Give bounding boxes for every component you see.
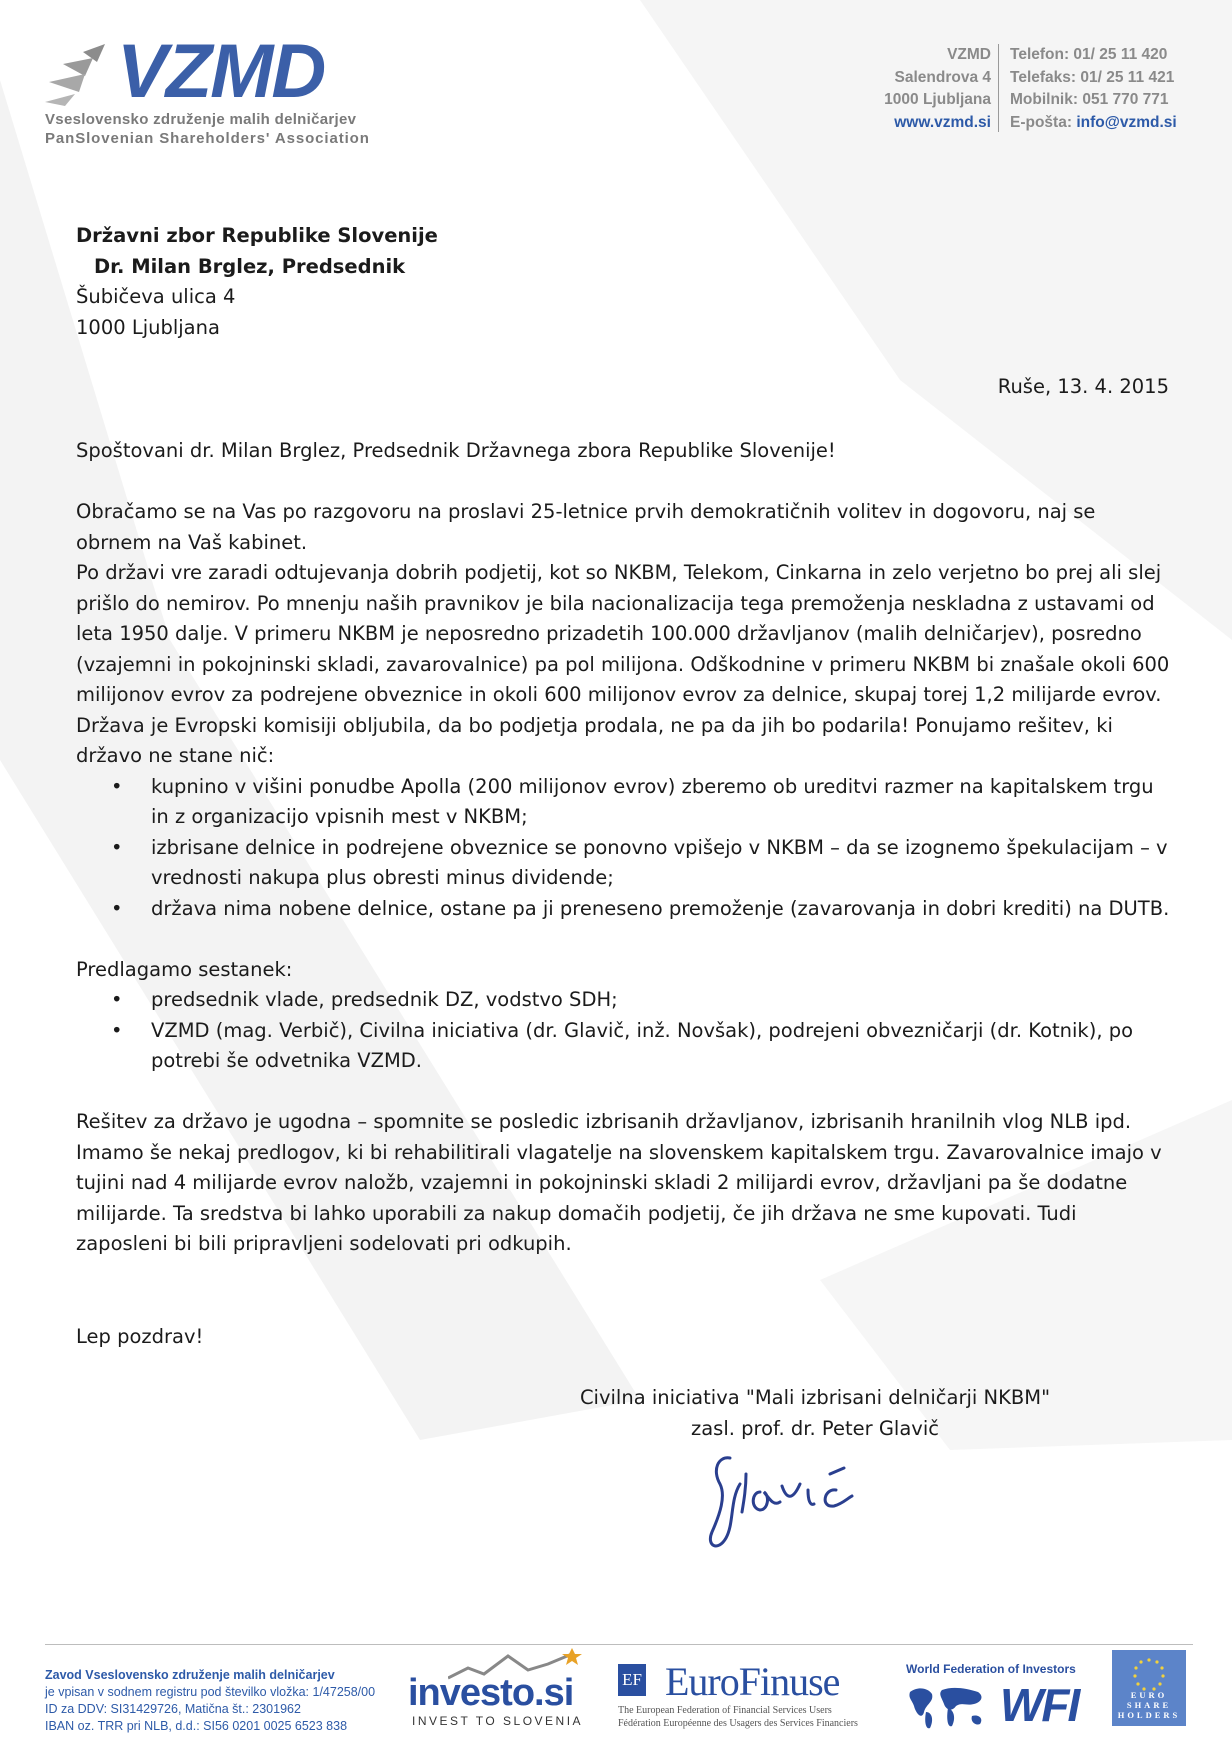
recipient-name: Dr. Milan Brglez, Predsednik	[94, 254, 406, 278]
contact-fax: Telefaks: 01/ 25 11 421	[1010, 68, 1175, 86]
contact-website-link[interactable]: www.vzmd.si	[894, 113, 991, 131]
footer-register: je vpisan v sodnem registru pod številko vložka: 1/47258/00	[45, 1685, 376, 1699]
paragraph-1: Obračamo se na Vas po razgovoru na proslavi 25-letnice prvih demokratičnih volitev in dogovoru, naj se obrnem na Vaš kabinet.	[76, 500, 1096, 554]
eurofinuse-subtitle-en: The European Federation of Financial Services Users	[618, 1705, 832, 1716]
wfi-wordmark: WFI	[1000, 1679, 1079, 1731]
eurofinuse-subtitle-fr: Fédération Européenne des Usagers des Services Financiers	[618, 1718, 858, 1729]
contact-street: Salendrova 4	[894, 68, 991, 86]
investo-wordmark: investo.si	[408, 1672, 574, 1714]
contact-email	[1010, 112, 1177, 135]
signature-block	[560, 1383, 1070, 1444]
list-item: • kupnino v višini ponudbe Apolla (200 milijonov evrov) zberemo ob ureditvi razmer na kapitalskem trgu in z organizacijo vpisnih mest v NKBM;	[76, 772, 1171, 833]
recipient-institution: Državni zbor Republike Slovenije	[76, 224, 438, 247]
email-label: E-pošta:	[1010, 113, 1077, 131]
investo-logo	[408, 1648, 584, 1728]
investo-tagline: INVEST TO SLOVENIA	[412, 1714, 584, 1728]
contact-org: VZMD	[947, 46, 991, 63]
list-item: • država nima nobene delnice, ostane pa ji preneseno premoženje (zavarovanja in dobri krediti) na DUTB.	[76, 894, 1171, 925]
letter-body	[76, 497, 1171, 1260]
signer-name: zasl. prof. dr. Peter Glavič	[691, 1416, 939, 1440]
logo-wordmark: VZMD	[117, 29, 325, 114]
footer-vat: ID za DDV: SI31429726, Matična št.: 2301962	[45, 1702, 301, 1716]
handwritten-signature	[690, 1440, 880, 1560]
recipient-street: Šubičeva ulica 4	[76, 285, 236, 308]
footer-divider	[45, 1644, 1193, 1645]
contact-phone: Telefon: 01/ 25 11 420	[1010, 46, 1168, 63]
vzmd-logo	[45, 29, 385, 154]
footer-registration-info	[45, 1667, 375, 1735]
contact-divider	[998, 44, 999, 132]
signer-organization: Civilna iniciativa "Mali izbrisani delničarji NKBM"	[579, 1386, 1051, 1409]
ef-badge: EF	[618, 1664, 646, 1696]
paragraph-2: Po državi vre zaradi odtujevanja dobrih podjetij, kot so NKBM, Telekom, Cinkarna in zelo verjetno bo prej ali slej prišlo do nemirov. Po mnenju naših pravnikov je bila nacionalizacija tega premoženja neskladna z ustavami od leta 1950 dalje. V primeru NKBM je neposredno prizadetih 100.000 državljanov (malih delničarjev), posredno (vzajemni in pokojninski skladi, zavarovalnice) pa pol milijona. Odškodnine v primeru NKBM bi znašale okoli 600 milijonov evrov za podrejene obveznice in okoli 600 milijonov evrov za delnice, skupaj torej 1,2 milijarde evrov. Država je Evropski komisiji obljubila, da bo podjetja prodala, ne pa da jih bo podarila! Ponujamo rešitev, ki državo ne stane nič:	[76, 561, 1170, 767]
logo-subtitle-en: PanSlovenian Shareholders' Association	[45, 130, 370, 147]
wfi-title: World Federation of Investors	[906, 1662, 1076, 1676]
footer-iban: IBAN oz. TRR pri NLB, d.d.: SI56 0201 0025 6523 838	[45, 1719, 348, 1733]
footer-org-name: Zavod Vseslovensko združenje malih delničarjev	[45, 1668, 335, 1682]
contact-email-link[interactable]: info@vzmd.si	[1076, 113, 1177, 131]
paragraph-4: Rešitev za državo je ugodna – spomnite se posledic izbrisanih državljanov, izbrisanih hranilnih vlog NLB ipd. Imamo še nekaj predlogov, ki bi rehabilitirali vlagatelje na slovenskem kapitalskem trgu. Zavarovalnice imajo v tujini nad 4 milijarde evrov naložb, vzajemni in pokojninski skladi 2 milijardi evrov, državljani pa še dodatne milijarde. Ta sredstva bi lahko uporabili za nakup domačih podjetij, če jih država ne sme kupovati. Tudi zaposleni bi bili pripravljeni sodelovati pri odkupih.	[76, 1110, 1162, 1255]
list-item: • VZMD (mag. Verbič), Civilna iniciativa (dr. Glavič, inž. Novšak), podrejeni obvezničarji (dr. Kotnik), po potrebi še odvetnika VZMD.	[76, 1016, 1171, 1077]
contact-numbers	[1010, 44, 1177, 134]
recipient-city: 1000 Ljubljana	[76, 315, 220, 339]
signoff: Lep pozdrav!	[76, 1325, 204, 1348]
eurofinuse-wordmark: EuroFinuse	[665, 1659, 840, 1704]
greeting: Spoštovani dr. Milan Brglez, Predsednik Državnega zbora Republike Slovenije!	[76, 439, 836, 462]
spacer	[76, 924, 1171, 955]
list-item: • izbrisane delnice in podrejene obveznice se ponovno vpišejo v NKBM – da se izognemo špekulacijam – v vrednosti nakupa plus obresti minus dividende;	[76, 833, 1171, 894]
solution-list	[76, 772, 1171, 925]
world-map-icon	[906, 1682, 988, 1732]
logo-subtitle-sl: Vseslovensko združenje malih delničarjev	[45, 111, 357, 128]
meeting-list	[76, 985, 1171, 1077]
contact-mobile: Mobilnik: 051 770 771	[1010, 91, 1169, 108]
letter-date: Ruše, 13. 4. 2015	[997, 375, 1169, 398]
wfi-logo	[906, 1662, 1079, 1732]
spacer	[76, 1077, 1171, 1108]
paragraph-3: Predlagamo sestanek:	[76, 957, 293, 981]
contact-address	[884, 44, 991, 134]
euroshareholders-logo	[1112, 1650, 1186, 1726]
contact-city: 1000 Ljubljana	[884, 91, 991, 108]
euroshareholders-text: EURO SHARE HOLDERS	[1117, 1690, 1181, 1720]
recipient-address	[76, 221, 438, 343]
eurofinuse-logo	[618, 1659, 858, 1732]
list-item: • predsednik vlade, predsednik DZ, vodstvo SDH;	[76, 985, 1171, 1016]
